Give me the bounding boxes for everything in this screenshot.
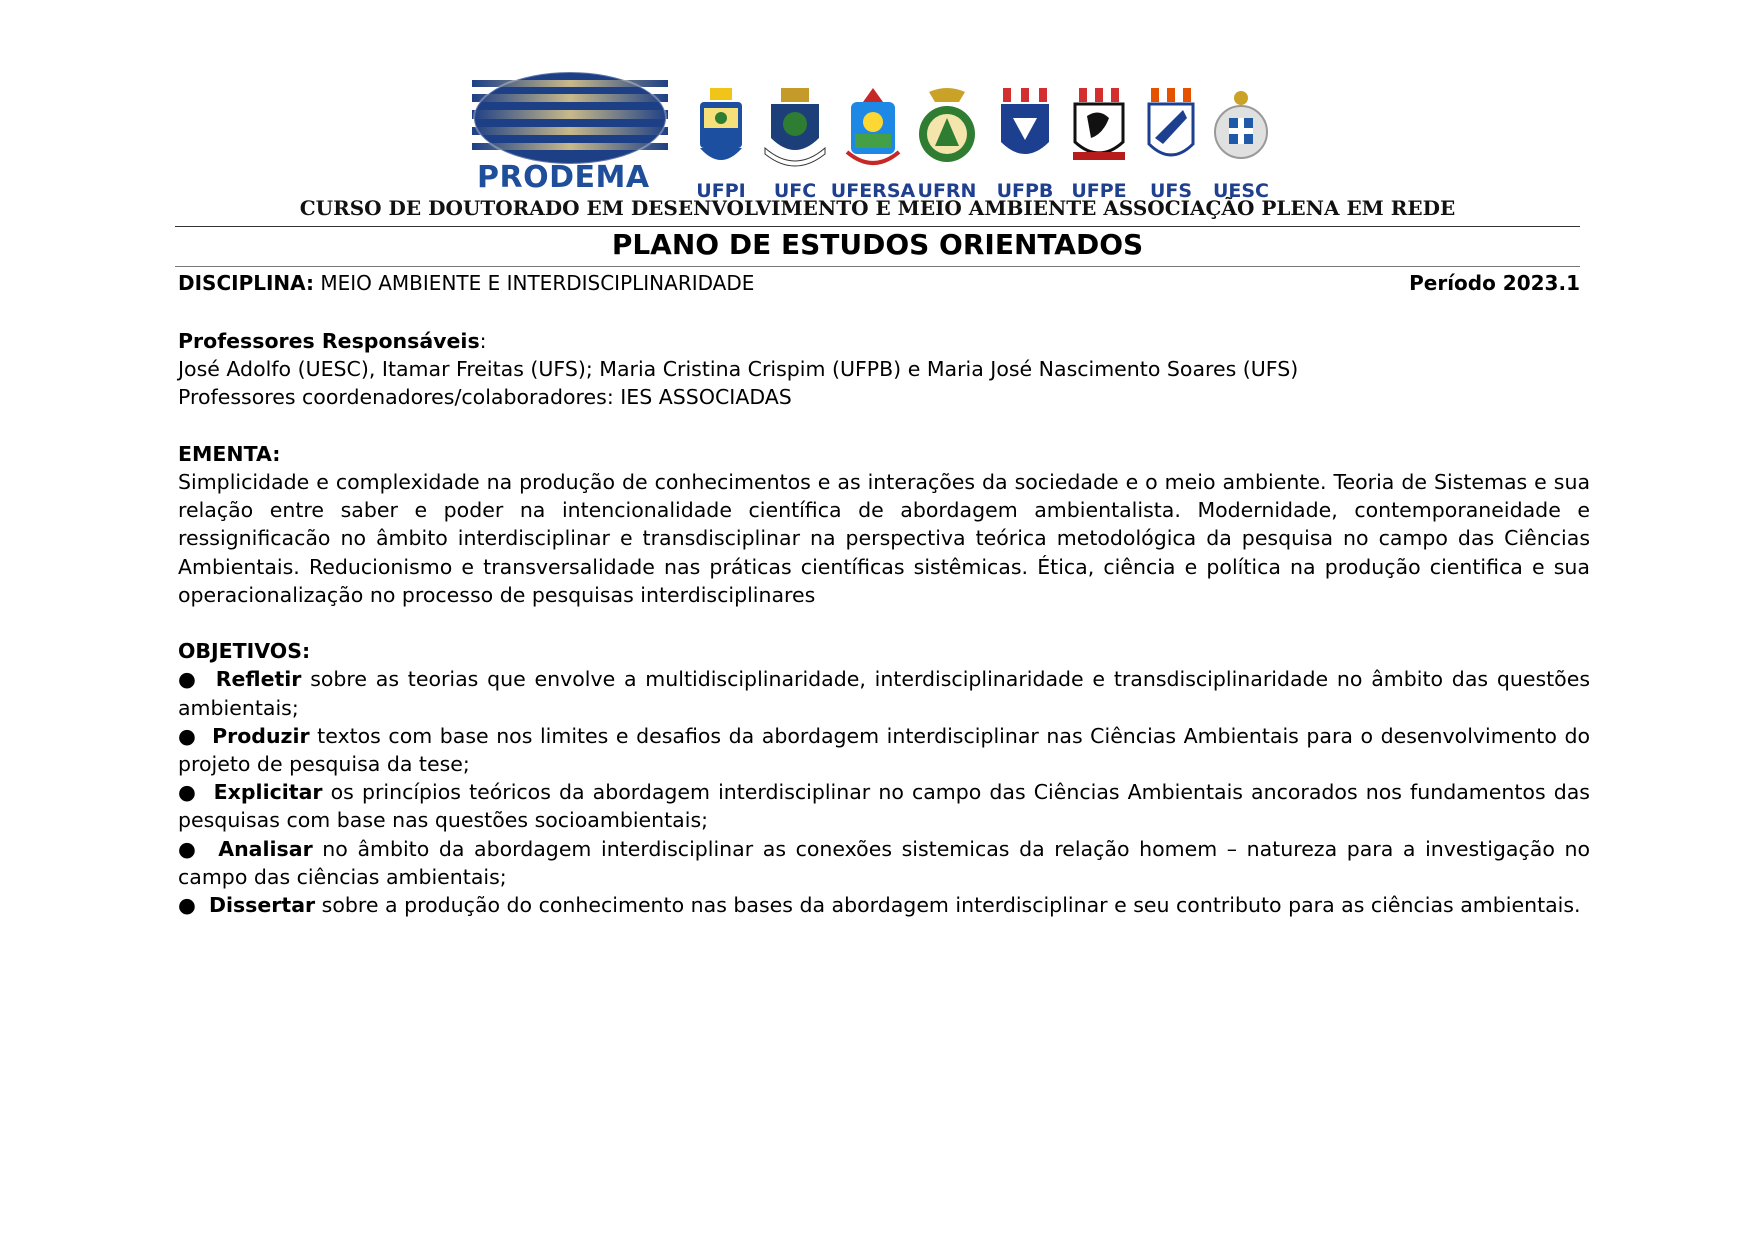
bullet-icon: ● [178, 893, 196, 918]
ufpi-seal [686, 88, 756, 200]
objective-item [178, 835, 1590, 891]
objective-item [178, 665, 1590, 721]
coordinators-line: Professores coordenadores/colaboradores: IES ASSOCIADAS [178, 385, 792, 410]
objective-item [178, 891, 1590, 919]
logo-banner [468, 70, 1298, 200]
ufpb-crest-icon [995, 88, 1055, 174]
professors-label: Professores Responsáveis [178, 329, 480, 353]
objectives-label: OBJETIVOS: [178, 639, 311, 664]
spacer [178, 412, 1590, 440]
bullet-icon: ● [178, 667, 199, 692]
prodema-logo [468, 70, 668, 200]
objective-item [178, 778, 1590, 834]
objective-verb: Refletir [215, 667, 302, 692]
ufc-crest-icon [763, 88, 827, 174]
objective-item [178, 722, 1590, 778]
top-divider [175, 226, 1580, 227]
ufc-label: UFC [773, 180, 817, 202]
professors-colon: : [479, 329, 487, 353]
page-title: PLANO DE ESTUDOS ORIENTADOS [611, 228, 1144, 261]
ufersa-crest-icon [843, 88, 903, 174]
objectives-heading [178, 637, 1590, 665]
title-divider [175, 266, 1580, 267]
ufpe-label: UFPE [1071, 180, 1127, 202]
uesc-label: UESC [1212, 180, 1270, 202]
uesc-crest-icon [1211, 88, 1271, 174]
objective-verb: Produzir [212, 723, 310, 748]
ementa-label: EMENTA: [178, 441, 281, 466]
ufs-label: UFS [1149, 180, 1193, 202]
ufpb-label: UFPB [996, 180, 1054, 202]
ufpi-crest-icon [694, 88, 748, 172]
ementa-heading [178, 440, 1590, 468]
objective-text: textos com base nos limites e desafios da abordagem interdisciplinar nas Ciências Ambientais para o desenvolvimento do projeto de pesquisa da tese; [178, 723, 1591, 777]
period-label: Período 2023.1 [1409, 271, 1580, 295]
document-body [178, 327, 1590, 919]
prodema-wordmark: PRODEMA [477, 160, 650, 195]
discipline-row [178, 271, 1580, 299]
ufs-crest-icon [1143, 88, 1199, 174]
objective-text: sobre a produção do conhecimento nas bases da abordagem interdisciplinar e seu contributo para as ciências ambientais. [315, 893, 1581, 918]
spacer [178, 609, 1590, 637]
bullet-icon: ● [178, 723, 197, 748]
objective-verb: Explicitar [213, 780, 323, 805]
objective-verb: Analisar [218, 836, 313, 861]
ufpb-seal [990, 88, 1060, 200]
ufc-seal [760, 88, 830, 200]
course-title: CURSO DE DOUTORADO EM DESENVOLVIMENTO E MEIO AMBIENTE ASSOCIAÇÃO PLENA EM REDE [299, 196, 1456, 220]
ufpi-label: UFPI [696, 180, 746, 202]
bullet-icon: ● [178, 836, 199, 861]
ufersa-label: UFERSA [830, 180, 916, 202]
objective-text: sobre as teorias que envolve a multidisciplinaridade, interdisciplinaridade e transdisciplinaridade no âmbito das questões ambientais; [178, 667, 1590, 720]
uesc-seal [1206, 88, 1276, 200]
discipline-value: MEIO AMBIENTE E INTERDISCIPLINARIDADE [314, 271, 755, 295]
prodema-emblem-icon [472, 70, 668, 166]
ufrn-label: UFRN [917, 180, 977, 202]
discipline-label: DISCIPLINA: [178, 271, 314, 295]
objective-text: no âmbito da abordagem interdisciplinar as conexões sistemicas da relação homem – natureza para a investigação no campo das ciências ambientais; [178, 836, 1591, 889]
objective-verb: Dissertar [208, 893, 316, 918]
ufpe-seal [1064, 88, 1134, 200]
professors-heading [178, 327, 1590, 355]
ufrn-crest-icon [915, 88, 979, 174]
ufersa-seal [830, 88, 916, 202]
professors-list: José Adolfo (UESC), Itamar Freitas (UFS); Maria Cristina Crispim (UFPB) e Maria José Nascimento Soares (UFS) [178, 357, 1299, 382]
ufrn-seal [912, 88, 982, 200]
ementa-text: Simplicidade e complexidade na produção de conhecimentos e as interações da sociedade e o meio ambiente. Teoria de Sistemas e sua relação entre saber e poder na intencionalidade científica de abordagem ambientalista. Modernidade, contemporaneidade e ressignificacão no âmbito interdisciplinar e transdisciplinar na perspectiva teórica metodológica da pesquisa no campo das Ciências Ambientais. Reducionismo e transversalidade nas práticas científicas sistêmicas. Ética, ciência e política na produção cientifica e sua operacionalização no processo de pesquisas interdisciplinares [178, 470, 1590, 607]
objective-text: os princípios teóricos da abordagem interdisciplinar no campo das Ciências Ambientais ancorados nos fundamentos das pesquisas com base nas questões socioambientais; [178, 780, 1590, 833]
bullet-icon: ● [178, 780, 198, 805]
ufpe-crest-icon [1069, 88, 1129, 174]
